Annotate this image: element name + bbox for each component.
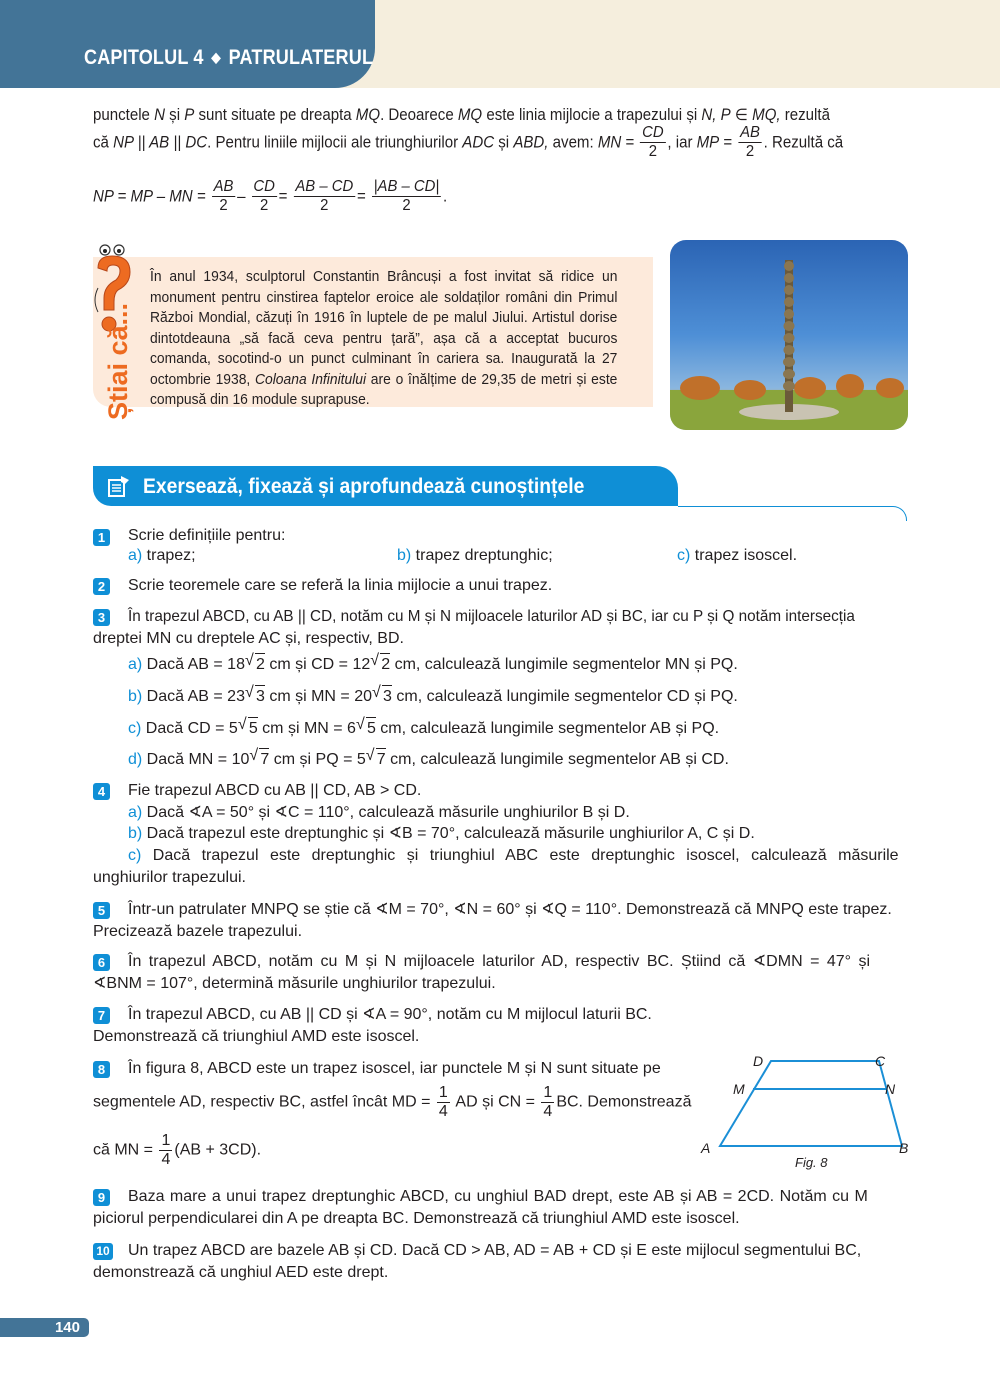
exercise-number: 4 <box>93 783 110 800</box>
svg-text:Fig. 8: Fig. 8 <box>795 1155 828 1170</box>
trapezoid-figure-8 <box>695 1050 915 1175</box>
exercise-number: 10 <box>93 1243 113 1260</box>
chapter-title <box>84 46 373 70</box>
exercise-9-line-2: piciorul perpendicularei din A pe dreapta BC. Demonstrează că triunghiul AMD este isoscel. <box>93 1210 740 1227</box>
exercise-number: 3 <box>93 609 110 626</box>
chapter-name: PATRULATERUL <box>228 46 374 69</box>
exercise-number: 9 <box>93 1189 110 1206</box>
exercise-9-line-1: Baza mare a unui trapez dreptunghic ABCD, cu unghiul BAD drept, este AB și AB = 2CD. Notăm cu M <box>128 1188 868 1205</box>
exercise-1-text: Scrie definițiile pentru: <box>128 527 286 544</box>
intro-line-1: punctele N și P sunt situate pe dreapta MQ. Deoarece MQ este linia mijlocie a trapezului și N, P ∈ MQ, rezultă <box>93 106 830 124</box>
exercise-8-line-3: că MN = $\frac{1}{4}$ (AB + 3CD). <box>93 1132 262 1168</box>
exercise-4-c-cont: unghiurilor trapezului. <box>93 869 246 886</box>
exercise-number: 5 <box>93 902 110 919</box>
endless-column-photo <box>670 240 908 430</box>
exercise-7-line-2: Demonstrează că triunghiul AMD este isoscel. <box>93 1028 420 1045</box>
exercise-6-line-2: ∢BNM = 107°, determină măsurile unghiurilor trapezului. <box>93 975 496 992</box>
exercise-10-line-1: Un trapez ABCD are bazele AB și CD. Dacă CD > AB, AD = AB + CD și E este mijlocul segmentului BC, <box>128 1242 862 1259</box>
exercise-section-title: Exersează, fixează și aprofundează cunoștințele <box>143 475 585 498</box>
fraction-ab-2: $\frac{AB}{2}$ <box>740 124 760 160</box>
exercise-4-b: b) Dacă trapezul este dreptunghic și ∢B = 70°, calculează măsurile unghiurilor A, C și D. <box>128 825 755 842</box>
exercise-10-line-2: demonstrează că unghiul AED este drept. <box>93 1264 389 1281</box>
exercise-number: 1 <box>93 529 110 546</box>
chapter-number: CAPITOLUL 4 <box>84 46 204 69</box>
notepad-pin-icon <box>107 474 131 498</box>
exercise-3-c: c) Dacă CD = 5 √ 5 cm și MN = 6 √ 5 cm, calculează lungimile segmentelor AB și PQ. <box>128 717 719 740</box>
did-you-know-text: În anul 1934, sculptorul Constantin Brâncuși a fost invitat să ridice un monument pentru cinstirea faptelor eroice ale soldaților români din Primul Război Mondial, căzuți în 1916 în luptele de pe malul Jiului. Artistul dorise dintotdeauna „să facă ceva pentru țară”, așa că a acceptat bucuros comanda, socotind-o un punct culminant în cariera sa. Inaugurată la 27 octombrie 1938, Coloana Infinitului are o înălțime de 29,35 de metri și este compusă din 16 module suprapuse. <box>150 269 618 408</box>
chapter-header-tab <box>0 0 375 88</box>
exercise-3-a: a) Dacă AB = 18 √ 2 cm și CD = 12 √ 2 cm, calculează lungimile segmentelor MN și PQ. <box>128 653 738 676</box>
page-number: 140 <box>54 1319 80 1336</box>
exercise-4-c: c) Dacă trapezul este dreptunghic și triunghiul ABC este dreptunghic isoscel, calculează măsurile <box>128 847 899 864</box>
intro-line-2: că NP || AB || DC. Pentru liniile mijlocii ale triunghiurilor ADC și ABD, avem: MN = $\frac{CD}{2}$ , iar MP = $\frac{AB}{2}$ . Rezultă că <box>93 124 844 160</box>
fraction-cd-2: $\frac{CD}{2}$ <box>642 124 664 160</box>
exercise-1-c: c) trapez isoscel. <box>677 547 798 564</box>
exercise-number: 7 <box>93 1007 110 1024</box>
did-you-know-label: Știai că... <box>103 302 133 420</box>
intro-line-3: NP = MP – MN = $\frac{AB}{2}$ – $\frac{CD}{2}$ = $\frac{AB - CD}{2}$ = $\frac{|AB - CD|}{2}$ . <box>93 178 448 214</box>
svg-text:N: N <box>885 1081 896 1097</box>
exercise-8-line-1: În figura 8, ABCD este un trapez isoscel, iar punctele M și N sunt situate pe <box>128 1060 661 1077</box>
svg-text:A: A <box>701 1140 711 1156</box>
page-number-tab <box>0 1318 89 1337</box>
svg-text:C: C <box>875 1053 886 1069</box>
exercise-4-line-1: Fie trapezul ABCD cu AB || CD, AB > CD. <box>128 782 422 799</box>
diamond-separator-icon: ◆ <box>211 49 221 65</box>
svg-text:D: D <box>753 1053 764 1069</box>
svg-text:B: B <box>899 1140 909 1156</box>
exercise-7-line-1: În trapezul ABCD, cu AB || CD și ∢A = 90°, notăm cu M mijlocul laturii BC. <box>128 1006 652 1023</box>
exercise-1-b: b) trapez dreptunghic; <box>397 547 553 564</box>
exercise-number: 8 <box>93 1061 110 1078</box>
exercise-3-line-2: dreptei MN cu dreptele AC și, respectiv, BD. <box>93 630 404 647</box>
exercise-5-line-2: Precizează bazele trapezului. <box>93 923 303 940</box>
exercise-3-line-1: În trapezul ABCD, cu AB || CD, notăm cu M și N mijloacele laturilor AD și BC, iar cu P și Q notăm intersecția <box>128 608 855 625</box>
section-divider-line <box>678 506 907 521</box>
exercise-number: 6 <box>93 954 110 971</box>
exercise-3-d: d) Dacă MN = 10 √ 7 cm și PQ = 5 √ 7 cm, calculează lungimile segmentelor AB și CD. <box>128 748 729 771</box>
svg-text:M: M <box>733 1081 745 1097</box>
exercise-3-b: b) Dacă AB = 23 √ 3 cm și MN = 20 √ 3 cm, calculează lungimile segmentelor CD și PQ. <box>128 685 738 708</box>
exercise-number: 2 <box>93 578 110 595</box>
exercise-4-a: a) Dacă ∢A = 50° și ∢C = 110°, calculează măsurile unghiurilor B și D. <box>128 804 630 821</box>
exercise-2-text: Scrie teoremele care se referă la linia mijlocie a unui trapez. <box>128 577 553 594</box>
exercise-5-line-1: Într-un patrulater MNPQ se știe că ∢M = 70°, ∢N = 60° și ∢Q = 110°. Demonstrează că MNPQ este trapez. <box>128 901 892 918</box>
exercise-1-a: a) trapez; <box>128 547 196 564</box>
exercise-8-line-2: segmentele AD, respectiv BC, astfel încât MD = $\frac{1}{4}$ AD și CN = $\frac{1}{4}$ BC. Demonstrează <box>93 1084 692 1120</box>
exercise-6-line-1: În trapezul ABCD, notăm cu M și N mijloacele laturilor AD, respectiv BC. Știind că ∢DMN = 47° și <box>128 953 871 970</box>
